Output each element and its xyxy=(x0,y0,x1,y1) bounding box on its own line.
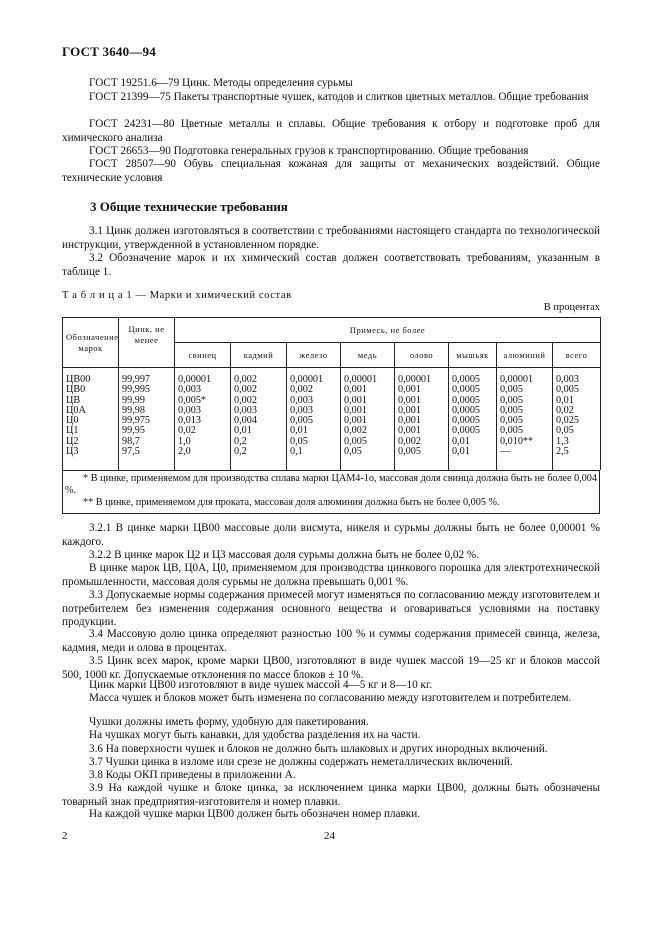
table-cell: Ц1 xyxy=(66,425,79,437)
ref-gost-24231: ГОСТ 24231—80 Цветные металлы и сплавы. Общие требования к отбору и подготовке проб для химического анализа xyxy=(62,118,600,144)
table-cell: 99,975 xyxy=(122,415,151,427)
para-shape: Чушки должны иметь форму, удобную для пакетирования. xyxy=(89,716,369,728)
table-cell: 0,001 xyxy=(398,415,421,427)
table-cell: 0,001 xyxy=(398,394,421,406)
table-cell: 0,01 xyxy=(556,394,574,406)
header-iron: железо xyxy=(287,343,341,368)
table-cell: — xyxy=(500,446,511,458)
table-cell: 0,001 xyxy=(344,384,367,396)
table-cell: 0,005 xyxy=(500,415,523,427)
table-cell: 0,005 xyxy=(500,425,523,437)
table-cell: 0,00001 xyxy=(344,374,378,385)
para-3-6: 3.6 На поверхности чушек и блоков не должно быть шлаковых и других инородных включений. xyxy=(89,743,548,755)
table-note-1: * В цинке, применяемом для производства сплава марки ЦАМ4-1о, массовая доля свинца должна быть не более 0,004 %. xyxy=(65,473,597,496)
table-cell: 0,005 xyxy=(398,446,421,458)
table-cell: 0,00001 xyxy=(178,374,212,385)
header-tin: олово xyxy=(395,343,449,368)
table-cell: 0,002 xyxy=(344,425,367,437)
table-cell: 0,002 xyxy=(398,435,421,447)
para-3-2-1: 3.2.1 В цинке марки ЦВ00 массовые доли висмута, никеля и сурьмы должны быть не более 0,00001 % каждого. xyxy=(62,522,600,548)
aluminium-column xyxy=(497,368,553,470)
table-caption: Т а б л и ц а 1 — Марки и химический состав xyxy=(62,290,292,301)
table-cell: 0,00001 xyxy=(398,374,432,385)
table-body-row xyxy=(63,368,601,470)
table-cell: 0,2 xyxy=(234,446,247,458)
table-cell: 0,003 xyxy=(556,374,579,385)
arsenic-column xyxy=(449,368,497,470)
ref-gost-26653: ГОСТ 26653—90 Подготовка генеральных грузов к транспортированию. Общие требования xyxy=(89,145,529,157)
ref-gost-28507: ГОСТ 28507—90 Обувь специальная кожаная для защиты от механических воздействий. Общие технические условия xyxy=(62,158,600,184)
table-cell: 0,001 xyxy=(398,384,421,396)
header-total: всего xyxy=(553,343,601,368)
table-cell: 0,002 xyxy=(234,384,257,396)
table-cell: 0,02 xyxy=(556,404,574,416)
table-note-2: ** В цинке, применяемом для проката, массовая доля алюминия должна быть не более 0,005 %. xyxy=(83,497,500,508)
copper-column xyxy=(341,368,395,470)
table-cell: 99,995 xyxy=(122,384,151,396)
table-cell: 0,00001 xyxy=(290,374,324,385)
table-cell: Ц0 xyxy=(66,415,79,427)
ref-gost-19251: ГОСТ 19251.6—79 Цинк. Методы определения сурьмы xyxy=(89,77,353,89)
footer-page-number: 24 xyxy=(324,830,335,842)
table-unit: В процентах xyxy=(543,302,600,313)
table-cell: 98,7 xyxy=(122,435,140,447)
para-grooves: На чушках могут быть канавки, для удобства разделения их на части. xyxy=(89,729,421,741)
para-antimony-powder: В цинке марок ЦВ, Ц0А, Ц0, применяемом для производства цинкового порошка для электротехнической промышленности, массовая доля сурьмы не должна превышать 0,001 %. xyxy=(62,562,600,588)
footer-page-left: 2 xyxy=(62,830,68,842)
header-impurity: Примесь, не более xyxy=(175,318,601,343)
para-3-4: 3.4 Массовую долю цинка определяют разностью 100 % и суммы содержания примесей свинца, железа, кадмия, меди и олова в процентах. xyxy=(62,628,600,654)
table-cell: 0,001 xyxy=(398,425,421,437)
para-mass-change: Масса чушек и блоков может быть изменена по согласованию между изготовителем и потребителем. xyxy=(89,692,572,704)
table-cell: 0,0005 xyxy=(452,425,481,437)
table-cell: 0,001 xyxy=(344,394,367,406)
table-cell: 0,0005 xyxy=(452,415,481,427)
table-cell: 99,997 xyxy=(122,374,151,385)
table-cell: 0,003 xyxy=(290,404,313,416)
header-lead: свинец xyxy=(175,343,231,368)
table-cell: 0,002 xyxy=(290,384,313,396)
table-cell: 0,025 xyxy=(556,415,579,427)
table-cell: 0,002 xyxy=(234,374,257,385)
para-3-7: 3.7 Чушки цинка в изломе или срезе не должны содержать неметаллических включений. xyxy=(89,756,513,768)
table-cell: 99,95 xyxy=(122,425,145,437)
iron-column xyxy=(287,368,341,470)
table-cell: 0,003 xyxy=(290,394,313,406)
table-cell: 0,00001 xyxy=(500,374,534,385)
cadmium-column xyxy=(231,368,287,470)
table-cell: 2,5 xyxy=(556,446,569,458)
para-zv00-ingots: Цинк марки ЦВ00 изготовляют в виде чушек массой 4—5 кг и 8—10 кг. xyxy=(89,679,433,691)
table-cell: 99,98 xyxy=(122,404,145,416)
para-3-9: 3.9 На каждой чушке и блоке цинка, за исключением цинка марки ЦВ00, должны быть обозначены товарный знак предприятия-изготовителя и номер плавки. xyxy=(62,782,600,808)
table-cell: 0,005 xyxy=(500,394,523,406)
table-cell: ЦВ00 xyxy=(66,374,91,385)
table-cell: 0,02 xyxy=(178,425,196,437)
zinc-column xyxy=(119,368,175,470)
table-cell: 0,001 xyxy=(344,415,367,427)
table-cell: 0,0005 xyxy=(452,374,481,385)
table-cell: 0,0005 xyxy=(452,384,481,396)
table-cell: 0,003 xyxy=(178,404,201,416)
header-grade: Обозначение марок xyxy=(63,318,119,368)
table-cell: 0,05 xyxy=(344,446,362,458)
table-cell: 1,3 xyxy=(556,435,569,447)
table-cell: 0,002 xyxy=(234,394,257,406)
table-cell: 0,05 xyxy=(290,435,308,447)
table-cell: 0,001 xyxy=(398,404,421,416)
table-cell: Ц3 xyxy=(66,446,79,458)
grades-column xyxy=(63,368,119,470)
para-3-8: 3.8 Коды ОКП приведены в приложении А. xyxy=(89,769,296,781)
header-aluminium: алюминий xyxy=(497,343,553,368)
table-cell: Ц2 xyxy=(66,435,79,447)
table-cell: 0,005 xyxy=(500,384,523,396)
table-cell: 0,01 xyxy=(452,435,470,447)
table-cell: 0,05 xyxy=(556,425,574,437)
table-cell: 0,1 xyxy=(290,446,303,458)
table-cell: Ц0А xyxy=(66,404,86,416)
para-zv00-marking: На каждой чушке марки ЦВ00 должен быть обозначен номер плавки. xyxy=(89,808,421,820)
table-cell: 0,004 xyxy=(234,415,257,427)
para-3-3: 3.3 Допускаемые нормы содержания примесей могут изменяться по согласованию между изготовителем и потребителем без изменения содержания основного вещества и оговариваться условиями на поставку продукции. xyxy=(62,589,600,628)
table-cell: 0,0005 xyxy=(452,394,481,406)
table-cell: 0,003 xyxy=(178,384,201,396)
tin-column xyxy=(395,368,449,470)
para-3-1: 3.1 Цинк должен изготовляться в соответствии с требованиями настоящего стандарта по технологической инструкции, утвержденной в установленном порядке. xyxy=(62,225,600,251)
header-copper: медь xyxy=(341,343,395,368)
total-column xyxy=(553,368,601,470)
table-cell: 0,005* xyxy=(178,394,207,406)
table-cell: ЦВ0 xyxy=(66,384,86,396)
table-cell: 2,0 xyxy=(178,446,191,458)
table-cell: 1,0 xyxy=(178,435,191,447)
table-cell: 0,005 xyxy=(344,435,367,447)
para-3-2: 3.2 Обозначение марок и их химический состав должен соответствовать требованиям, указанным в таблице 1. xyxy=(62,252,600,278)
table-notes xyxy=(62,470,600,514)
header-zinc: Цинк, не менее xyxy=(119,318,175,368)
lead-column xyxy=(175,368,231,470)
table-cell: 0,01 xyxy=(290,425,308,437)
table-cell: 0,2 xyxy=(234,435,247,447)
table-cell: 97,5 xyxy=(122,446,140,458)
table-cell: 0,005 xyxy=(500,404,523,416)
table-cell: 0,01 xyxy=(452,446,470,458)
table-cell: 99,99 xyxy=(122,394,145,406)
table-cell: ЦВ xyxy=(66,394,81,406)
composition-table xyxy=(62,317,601,470)
table-cell: 0,010** xyxy=(500,435,534,447)
table-cell: 0,005 xyxy=(556,384,579,396)
section-title: 3 Общие технические требования xyxy=(90,199,288,214)
table-cell: 0,003 xyxy=(234,404,257,416)
table-cell: 0,013 xyxy=(178,415,201,427)
table-cell: 0,01 xyxy=(234,425,252,437)
ref-gost-21399: ГОСТ 21399—75 Пакеты транспортные чушек, катодов и слитков цветных металлов. Общие требования xyxy=(89,91,589,103)
table-cell: 0,005 xyxy=(290,415,313,427)
para-3-5: 3.5 Цинк всех марок, кроме марки ЦВ00, изготовляют в виде чушек массой 19—25 кг и блоков массой 500, 1000 кг. Допускаемые отклонения по массе блоков ± 10 %. xyxy=(62,655,600,681)
document-header: ГОСТ 3640—94 xyxy=(62,44,156,59)
header-cadmium: кадмий xyxy=(231,343,287,368)
table-cell: 0,001 xyxy=(344,404,367,416)
header-arsenic: мышьяк xyxy=(449,343,497,368)
para-3-2-2: 3.2.2 В цинке марок Ц2 и Ц3 массовая доля сурьмы должна быть не более 0,02 %. xyxy=(89,549,480,561)
table-cell: 0,0005 xyxy=(452,404,481,416)
